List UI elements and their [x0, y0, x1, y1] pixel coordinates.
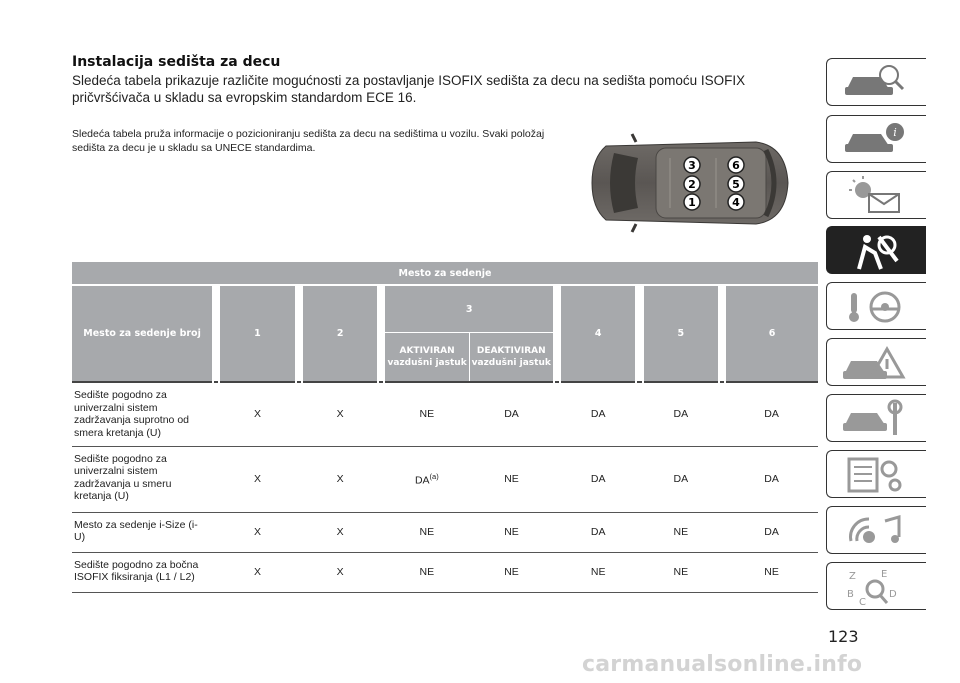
table-cell: DA [725, 382, 818, 446]
table-cell: NE [725, 552, 818, 592]
car-seat-diagram [586, 128, 796, 238]
table-cell: DA [560, 382, 637, 446]
table-cell: DA [643, 446, 720, 512]
table-cell: X [302, 446, 379, 512]
table-cell: X [219, 512, 296, 552]
seat-marker-1 [684, 194, 700, 210]
table-cell: X [219, 446, 296, 512]
seat-marker-3 [684, 157, 700, 173]
safety-airbag-icon [841, 231, 911, 271]
row-label: Mesto za sedenje i-Size (i-U) [72, 512, 213, 552]
table-cell: X [302, 382, 379, 446]
table-cell [384, 446, 469, 512]
seat-col-4: 4 [560, 285, 637, 382]
svg-text:2: 2 [688, 178, 696, 191]
table-cell: NE [643, 552, 720, 592]
watermark: carmanualsonline.info [582, 652, 863, 677]
multimedia-icon [841, 511, 911, 551]
seat-marker-2 [684, 176, 700, 192]
seat-col-6: 6 [725, 285, 818, 382]
row-label: Sedište pogodno za univerzalni sistem zadržavanja suprotno od smera kretanja (U) [72, 382, 213, 446]
car-dashboard-icon [841, 63, 911, 103]
index-icon [841, 567, 911, 607]
tab-warning-lights[interactable] [826, 171, 926, 219]
seat3-airbag-active: AKTIVIRAN vazdušni jastuk [384, 333, 469, 383]
seat-marker-6 [728, 157, 744, 173]
table-row [72, 382, 818, 446]
seat-col-5: 5 [643, 285, 720, 382]
seat-col-3: 3 [384, 285, 553, 333]
svg-text:E: E [881, 569, 888, 580]
table-cell: DA [560, 446, 637, 512]
tab-emergency[interactable] [826, 338, 926, 386]
row-label: Sedište pogodno za univerzalni sistem zadržavanja u smeru kretanja (U) [72, 446, 213, 512]
seat3-airbag-deactivated: DEAKTIVIRAN vazdušni jastuk [469, 333, 554, 383]
svg-text:D: D [889, 589, 897, 600]
table-row [72, 512, 818, 552]
svg-text:i: i [893, 126, 897, 139]
table-cell: NE [384, 552, 469, 592]
tab-technical-data[interactable] [826, 450, 926, 498]
table-cell: NE [384, 512, 469, 552]
tab-starting-driving[interactable] [826, 282, 926, 330]
car-info-icon [841, 120, 911, 160]
table-cell: NE [560, 552, 637, 592]
svg-text:Z: Z [849, 571, 856, 582]
table-cell: DA [643, 382, 720, 446]
svg-text:3: 3 [688, 159, 696, 172]
isofix-seat-table [72, 262, 818, 593]
table-cell: NE [643, 512, 720, 552]
svg-text:B: B [847, 589, 854, 600]
svg-text:C: C [859, 597, 866, 607]
seat-col-1: 1 [219, 285, 296, 382]
table-cell: NE [469, 552, 554, 592]
tab-car-info[interactable] [826, 115, 926, 163]
table-cell: NE [469, 512, 554, 552]
svg-text:5: 5 [732, 178, 740, 191]
warning-lights-icon [841, 176, 911, 216]
svg-text:6: 6 [732, 159, 740, 172]
section-title: Instalacija sedišta za decu [72, 54, 281, 70]
table-cell: DA [725, 446, 818, 512]
row-label: Sedište pogodno za bočna ISOFIX fiksiranja (L1 / L2) [72, 552, 213, 592]
seat-marker-4 [728, 194, 744, 210]
group-header: Mesto za sedenje [72, 262, 818, 285]
table-cell: X [302, 552, 379, 592]
footnote-mark: (a) [429, 471, 439, 481]
table-cell: NE [469, 446, 554, 512]
section-note: Sledeća tabela pruža informacije o pozicioniranju sedišta za decu na sedištima u vozilu. Svaki položaj sedišta za decu je u skladu sa UNECE standardima. [72, 128, 545, 154]
starting-driving-icon [841, 287, 911, 327]
seat-marker-5 [728, 176, 744, 192]
emergency-icon [841, 343, 911, 383]
tab-car-dashboard[interactable] [826, 58, 926, 106]
page-number: 123 [828, 627, 859, 646]
tab-multimedia[interactable] [826, 506, 926, 554]
servicing-icon [841, 399, 911, 439]
seat-col-2: 2 [302, 285, 379, 382]
table-row [72, 446, 818, 512]
tab-safety[interactable] [826, 226, 926, 274]
table-cell: NE [384, 382, 469, 446]
svg-text:4: 4 [732, 196, 740, 209]
table-cell: X [219, 382, 296, 446]
technical-data-icon [841, 455, 911, 495]
section-intro: Sledeća tabela prikazuje različite mogućnosti za postavljanje ISOFIX sedišta za decu na sedišta pomoću ISOFIX pričvršćivača u skladu sa evropskim standardom ECE 16. [72, 73, 746, 105]
row-header: Mesto za sedenje broj [72, 285, 213, 382]
tab-index[interactable] [826, 562, 926, 610]
table-cell: DA [725, 512, 818, 552]
cell-value: DA [414, 474, 430, 487]
table-cell: DA [560, 512, 637, 552]
table-cell: X [219, 552, 296, 592]
table-cell: DA [469, 382, 554, 446]
table-row [72, 552, 818, 592]
table-cell: X [302, 512, 379, 552]
tab-servicing[interactable] [826, 394, 926, 442]
svg-text:1: 1 [688, 196, 696, 209]
